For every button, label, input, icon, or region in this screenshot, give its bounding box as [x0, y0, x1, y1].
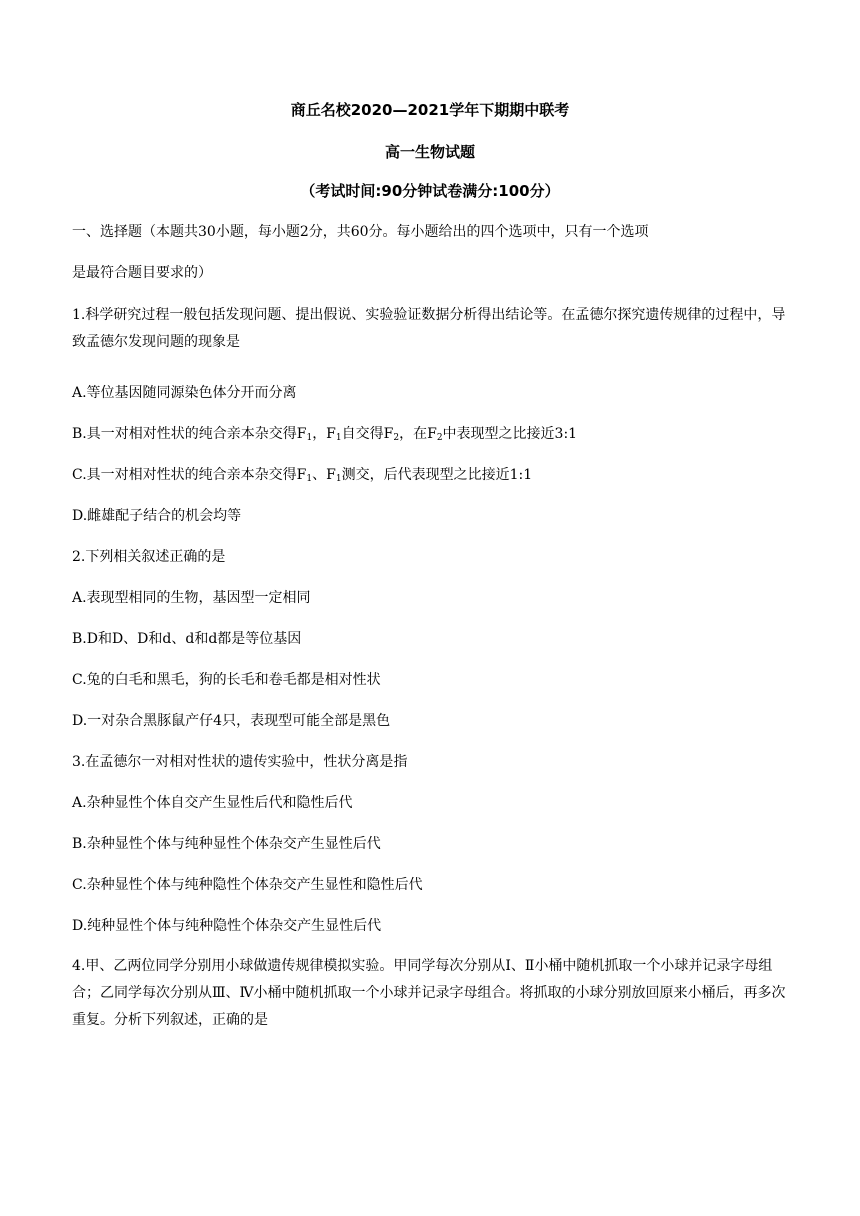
question-3-option-b: B.杂种显性个体与纯种显性个体杂交产生显性后代 — [72, 836, 381, 852]
question-1-option-d: D.雌雄配子结合的机会均等 — [72, 508, 242, 524]
question-2-stem: 2.下列相关叙述正确的是 — [72, 549, 226, 565]
question-1-option-a: A.等位基因随同源染色体分开而分离 — [72, 385, 297, 401]
section-heading-line2: 是最符合题目要求的） — [72, 265, 212, 281]
question-3-stem: 3.在孟德尔一对相对性状的遗传实验中，性状分离是指 — [72, 754, 408, 770]
question-1-stem: 1.科学研究过程一般包括发现问题、提出假说、实验验证数据分析得出结论等。在孟德尔探究遗传规律的过程中，导致孟德尔发现问题的现象是 — [72, 307, 786, 350]
question-1-option-c: C.具一对相对性状的纯合亲本杂交得$F_1$、$F_1$测交，后代表现型之比接近1:1 — [72, 467, 533, 484]
question-2-option-c: C.兔的白毛和黑毛，狗的长毛和卷毛都是相对性状 — [72, 672, 381, 688]
exam-title: 商丘名校2020—2021学年下期期中联考 — [290, 101, 570, 119]
question-3-option-a: A.杂种显性个体自交产生显性后代和隐性后代 — [72, 795, 353, 811]
question-2-option-d: D.一对杂合黑豚鼠产仔4只，表现型可能全部是黑色 — [72, 713, 391, 729]
question-4-stem: 4.甲、乙两位同学分别用小球做遗传规律模拟实验。甲同学每次分别从Ⅰ、Ⅱ小桶中随机抓取一个小球并记录字母组合；乙同学每次分别从Ⅲ、Ⅳ小桶中随机抓取一个小球并记录字母组合。将抓取的小球分别放回原来小桶后，再多次重复。分析下列叙述，正确的是 — [72, 958, 786, 1028]
question-2-option-b: B.D和D、D和d、d和d都是等位基因 — [72, 631, 302, 647]
question-1-option-b: B.具一对相对性状的纯合亲本杂交得$F_1$，$F_1$自交得$F_2$，在$F_2$中表现型之比接近3:1 — [72, 426, 578, 443]
exam-info: （考试时间:90分钟试卷满分:100分） — [300, 182, 560, 200]
exam-subtitle: 高一生物试题 — [384, 143, 475, 161]
section-heading-line1: 一、选择题（本题共30小题，每小题2分，共60分。每小题给出的四个选项中，只有一个选项 — [72, 224, 649, 240]
question-3-option-d: D.纯种显性个体与纯种隐性个体杂交产生显性后代 — [72, 918, 382, 934]
question-3-option-c: C.杂种显性个体与纯种隐性个体杂交产生显性和隐性后代 — [72, 877, 423, 893]
question-2-option-a: A.表现型相同的生物，基因型一定相同 — [72, 590, 311, 606]
